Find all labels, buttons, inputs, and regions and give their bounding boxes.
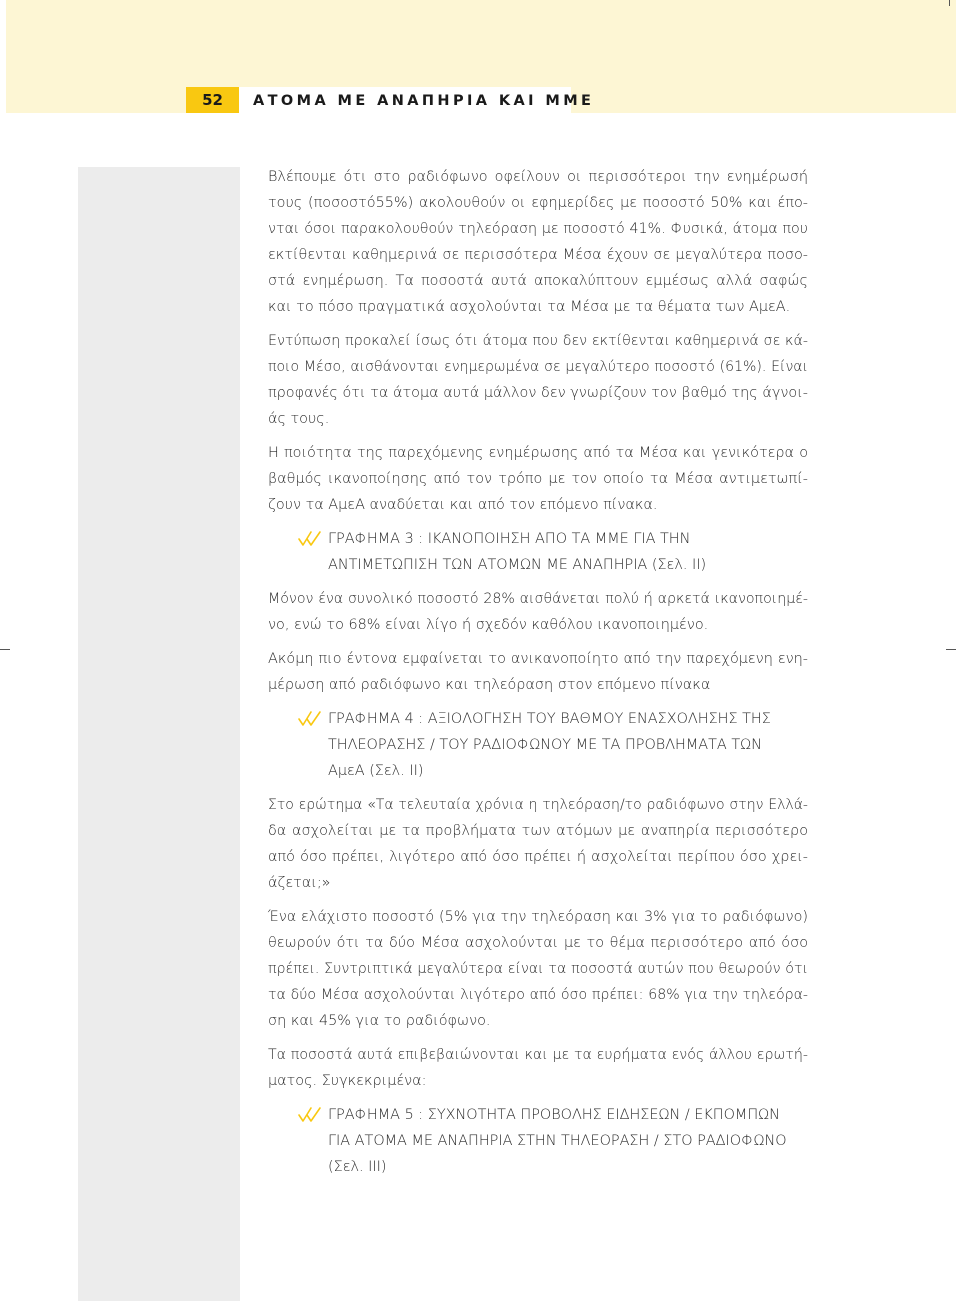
text-line: Μόνον ένα συνολικό ποσοστό 28% αισθάνεται πολύ ή αρκετά ικανοποιημέ- — [268, 591, 808, 607]
text-line: μέρωση από ραδιόφωνο και τηλεόραση στον επόμενο πίνακα — [268, 677, 711, 693]
paragraph-2 — [268, 328, 808, 432]
text-line: Εντύπωση προκαλεί ίσως ότι άτομα που δεν εκτίθενται καθημερινά σε κά- — [268, 333, 808, 349]
text-line: θεωρούν ότι τα δύο Μέσα ασχολούνται με το θέμα περισσότερο από όσο — [268, 935, 808, 951]
double-check-icon — [298, 1106, 322, 1124]
double-check-icon — [298, 710, 322, 728]
figure-reference-4 — [268, 706, 808, 784]
text-line: άζεται;» — [268, 875, 331, 891]
side-panel — [78, 167, 240, 1301]
text-line: Η ποιότητα της παρεχόμενης ενημέρωσης από τα Μέσα και γενικότερα ο — [268, 445, 808, 461]
text-line: ση και 45% για το ραδιόφωνο. — [268, 1013, 491, 1029]
trim-mark-top — [949, 0, 950, 6]
figure-caption-line: ΑΝΤΙΜΕΤΩΠΙΣΗ ΤΩΝ ΑΤΟΜΩΝ ΜΕ ΑΝΑΠΗΡΙΑ (Σελ. ΙΙ) — [328, 557, 707, 573]
text-line: στά ενημέρωση. Τα ποσοστά αυτά αποκαλύπτουν εμμέσως αλλά σαφώς — [268, 273, 808, 289]
figure-caption-line: (Σελ. ΙΙΙ) — [328, 1159, 387, 1175]
text-line: δα ασχολείται με τα προβλήματα των ατόμων με αναπηρία περισσότερο — [268, 823, 808, 839]
text-line: προφανές ότι τα άτομα αυτά μάλλον δεν γνωρίζουν τον βαθμό της άγνοι- — [268, 385, 808, 401]
running-title: ΑΤΟΜΑ ΜΕ ΑΝΑΠΗΡΙΑ ΚΑΙ ΜΜΕ — [253, 93, 595, 109]
text-line: Ακόμη πιο έντονα εμφαίνεται το ανικανοποίητο από την παρεχόμενη ενη- — [268, 651, 808, 667]
text-line: ποιο Μέσο, αισθάνονται ενημερωμένα σε μεγαλύτερο ποσοστό (61%). Είναι — [268, 359, 808, 375]
text-line: Ένα ελάχιστο ποσοστό (5% για την τηλεόραση και 3% για το ραδιόφωνο) — [268, 909, 808, 925]
text-line: νο, ενώ το 68% είναι λίγο ή σχεδόν καθόλου ικανοποιημένο. — [268, 617, 709, 633]
figure-caption-line: ΓΡΑΦΗΜΑ 5 : ΣΥΧΝΟΤΗΤΑ ΠΡΟΒΟΛΗΣ ΕΙΔΗΣΕΩΝ / ΕΚΠΟΜΠΩΝ — [328, 1107, 780, 1123]
figure-reference-5 — [268, 1102, 808, 1180]
paragraph-8 — [268, 1042, 808, 1094]
text-line: ζουν τα ΑμεΑ αναδύεται και από τον επόμενο πίνακα. — [268, 497, 658, 513]
paragraph-1 — [268, 164, 808, 320]
figure-caption-line: ΤΗΛΕΟΡΑΣΗΣ / ΤΟΥ ΡΑΔΙΟΦΩΝΟΥ ΜΕ ΤΑ ΠΡΟΒΛΗΜΑΤΑ ΤΩΝ — [328, 737, 762, 753]
paragraph-6 — [268, 792, 808, 896]
trim-mark-right — [946, 649, 956, 650]
paragraph-5 — [268, 646, 808, 698]
text-line: νται όσοι παρακολουθούν τηλεόραση με ποσοστό 41%. Φυσικά, άτομα που — [268, 221, 808, 237]
text-line: εκτίθενται καθημερινά σε περισσότερα Μέσα έχουν σε μεγαλύτερα ποσο- — [268, 247, 808, 263]
text-line: από όσο πρέπει, λιγότερο από όσο πρέπει ή ασχολείται περίπου όσο χρει- — [268, 849, 808, 865]
double-check-icon — [298, 530, 322, 548]
figure-caption-line: ΓΡΑΦΗΜΑ 4 : ΑΞΙΟΛΟΓΗΣΗ ΤΟΥ ΒΑΘΜΟΥ ΕΝΑΣΧΟΛΗΣΗΣ ΤΗΣ — [328, 711, 771, 727]
figure-caption-line: ΑμεΑ (Σελ. ΙΙ) — [328, 763, 424, 779]
text-line: Τα ποσοστά αυτά επιβεβαιώνονται και με τα ευρήματα ενός άλλου ερωτή- — [268, 1047, 808, 1063]
text-line: και το πόσο πραγματικά ασχολούνται τα Μέσα με τα θέματα των ΑμεΑ. — [268, 299, 791, 315]
trim-mark-left — [0, 649, 10, 650]
paragraph-7 — [268, 904, 808, 1034]
text-line: Βλέπουμε ότι στο ραδιόφωνο οφείλουν οι περισσότεροι την ενημέρωσή — [268, 169, 808, 185]
text-line: ματος. Συγκεκριμένα: — [268, 1073, 427, 1089]
text-line: τα δύο Μέσα ασχολούνται λιγότερο από όσο πρέπει: 68% για την τηλεόρα- — [268, 987, 808, 1003]
body-text — [268, 164, 808, 1188]
figure-caption-line: ΓΡΑΦΗΜΑ 3 : ΙΚΑΝΟΠΟΙΗΣΗ ΑΠΟ ΤΑ ΜΜΕ ΓΙΑ ΤΗΝ — [328, 531, 691, 547]
text-line: Στο ερώτημα «Τα τελευταία χρόνια η τηλεόραση/το ραδιόφωνο στην Ελλά- — [268, 797, 808, 813]
text-line: άς τους. — [268, 411, 330, 427]
text-line: πρέπει. Συντριπτικά μεγαλύτερα είναι τα ποσοστά αυτών που θεωρούν ότι — [268, 961, 808, 977]
figure-reference-3 — [268, 526, 808, 578]
figure-caption-line: ΓΙΑ ΑΤΟΜΑ ΜΕ ΑΝΑΠΗΡΙΑ ΣΤΗΝ ΤΗΛΕΟΡΑΣΗ / ΣΤΟ ΡΑΔΙΟΦΩΝΟ — [328, 1133, 787, 1149]
text-line: τους (ποσοστό55%) ακολουθούν οι εφημερίδες με ποσοστό 50% και έπο- — [268, 195, 808, 211]
paragraph-3 — [268, 440, 808, 518]
paragraph-4 — [268, 586, 808, 638]
text-line: βαθμός ικανοποίησης από τον τρόπο με τον οποίο τα Μέσα αντιμετωπί- — [268, 471, 808, 487]
page-number: 52 — [186, 87, 239, 113]
